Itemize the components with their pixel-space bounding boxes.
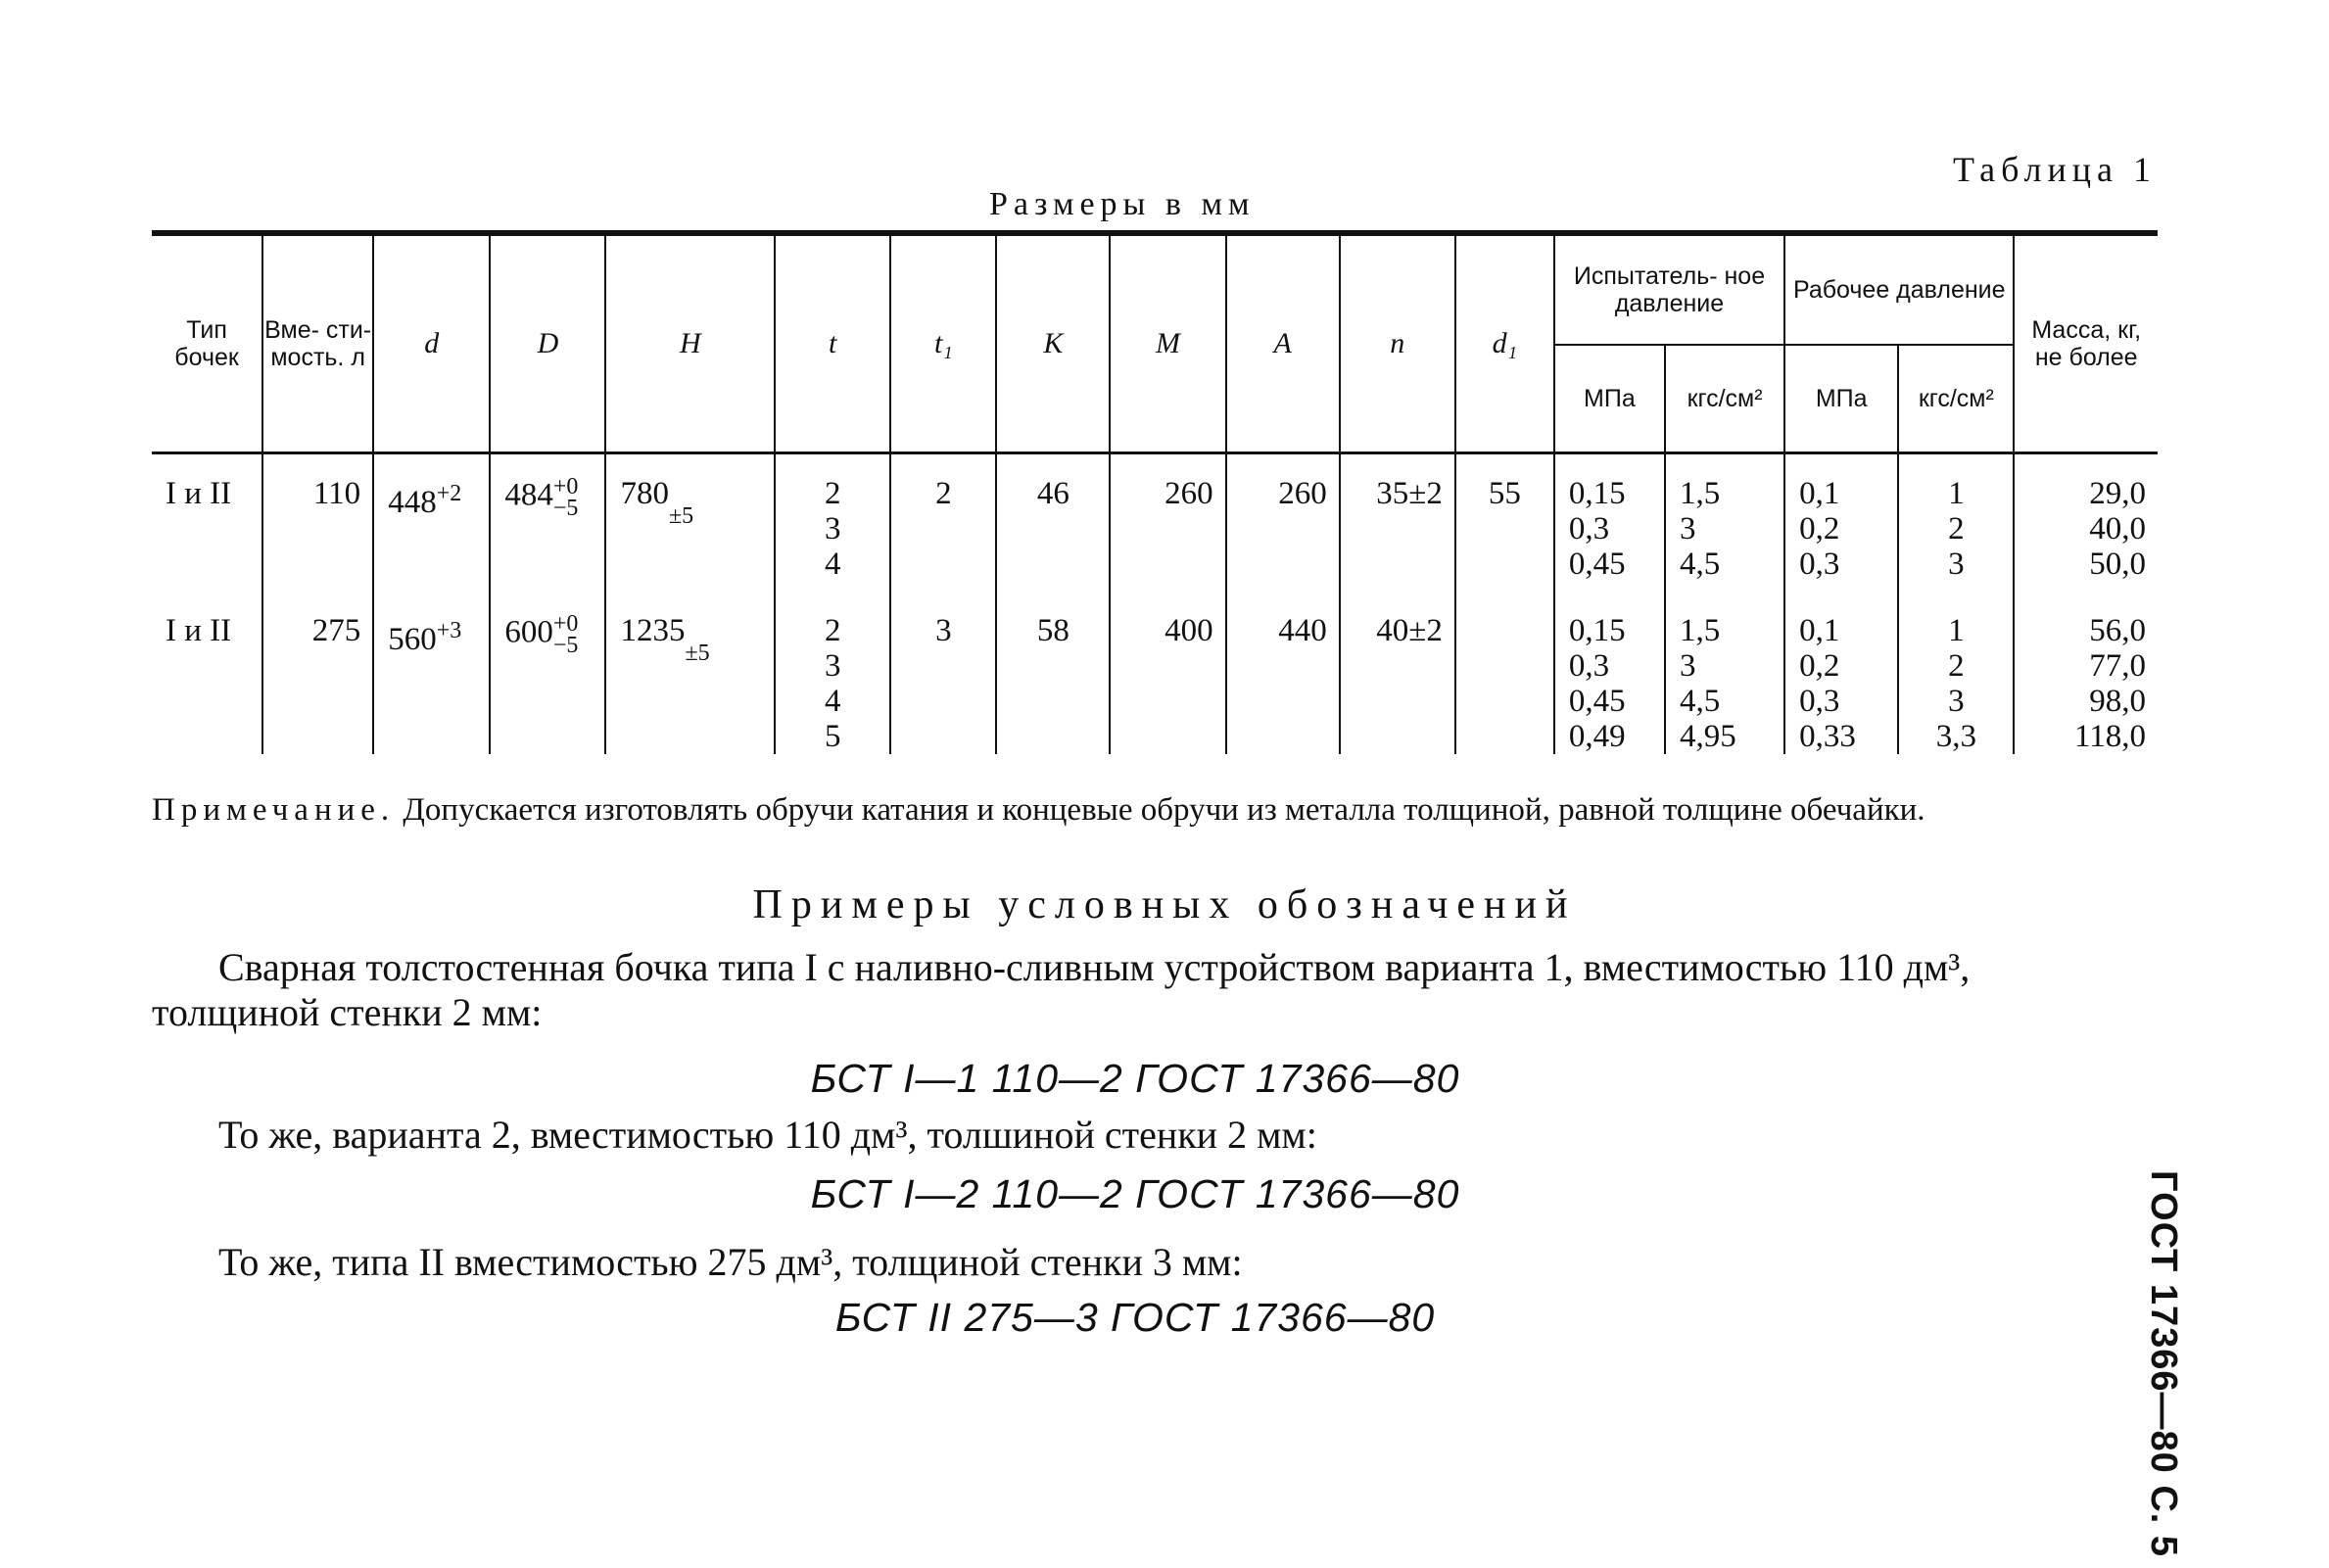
example-text: То же, варианта 2, вместимостью 110 дм³, толшиной стенки 2 мм: — [218, 1113, 1317, 1157]
cell-n: 35±2 — [1340, 453, 1455, 596]
units-caption: Размеры в мм — [989, 186, 1256, 222]
table-note — [152, 793, 2156, 827]
cell-K: 46 — [996, 453, 1110, 596]
cell-type: I и II — [166, 476, 232, 511]
cell-capacity: 275 — [262, 595, 373, 754]
cell-D — [490, 595, 605, 754]
H-base: 1235 — [620, 613, 686, 648]
H-tolerance: ±5 — [685, 640, 710, 666]
header-capacity: Вме- сти- мость. л — [262, 233, 373, 453]
example-formula: БСТ I—1 110—2 ГОСТ 17366—80 — [810, 1056, 1460, 1101]
header-test-mpa: МПа — [1554, 345, 1665, 453]
header-work-kgf: кгс/см² — [1898, 345, 2014, 453]
cell-n: 40±2 — [1340, 595, 1455, 754]
header-type: Тип бочек — [152, 233, 262, 453]
D-tolerance: +0 −5 — [552, 474, 579, 521]
cell-H — [605, 595, 775, 754]
cell-H — [605, 453, 775, 596]
cell-M: 260 — [1110, 453, 1225, 596]
cell-d — [373, 453, 490, 596]
cell-work-mpa: 0,1 0,2 0,3 0,33 — [1784, 595, 1898, 754]
example-text: Сварная толстостенная бочка типа I с наливно-сливным устройством варианта 1, вместимостью 110 дм³, толщиной стенки 2 мм: — [152, 945, 1971, 1034]
cell-A: 440 — [1226, 595, 1340, 754]
header-A: A — [1226, 233, 1340, 453]
header-t1: t₁ — [890, 233, 996, 453]
cell-work-kgf: 1 2 3 3,3 — [1898, 595, 2014, 754]
cell-work-mpa: 0,1 0,2 0,3 — [1784, 453, 1898, 596]
dimensions-table — [152, 230, 2158, 754]
cell-t1: 3 — [890, 595, 996, 754]
D-base: 484 — [504, 477, 553, 513]
d-tolerance: +2 — [436, 481, 462, 506]
note-label: Примечание. — [152, 792, 396, 828]
cell-t: 2 3 4 5 — [775, 595, 890, 754]
note-text: Допускается изготовлять обручи катания и концевые обручи из металла толщиной, равной толщине обечайки. — [395, 792, 1925, 828]
header-mass: Масса, кг, не более — [2014, 233, 2158, 453]
cell-test-mpa: 0,15 0,3 0,45 — [1554, 453, 1665, 596]
header-d1: d₁ — [1455, 233, 1554, 453]
examples-title: Примеры условных обозначений — [752, 882, 1577, 927]
cell-mass: 29,0 40,0 50,0 — [2014, 453, 2158, 596]
table-row — [152, 595, 2158, 754]
cell-D — [490, 453, 605, 596]
cell-test-mpa: 0,15 0,3 0,45 0,49 — [1554, 595, 1665, 754]
header-work-pressure: Рабочее давление — [1784, 233, 2014, 345]
page-side-label: ГОСТ 17366—80 С. 5 — [2143, 1170, 2184, 1558]
cell-test-kgf: 1,5 3 4,5 — [1665, 453, 1784, 596]
cell-mass: 56,0 77,0 98,0 118,0 — [2014, 595, 2158, 754]
cell-test-kgf: 1,5 3 4,5 4,95 — [1665, 595, 1784, 754]
header-H: H — [605, 233, 775, 453]
cell-A: 260 — [1226, 453, 1340, 596]
H-base: 780 — [620, 476, 669, 511]
d-base: 448 — [388, 485, 437, 520]
cell-d — [373, 595, 490, 754]
cell-t: 2 3 4 — [775, 453, 890, 596]
cell-d1 — [1455, 595, 1554, 754]
header-M: M — [1110, 233, 1225, 453]
cell-d1: 55 — [1455, 453, 1554, 596]
cell-M: 400 — [1110, 595, 1225, 754]
cell-work-kgf: 1 2 3 — [1898, 453, 2014, 596]
table-row — [152, 453, 2158, 596]
header-K: K — [996, 233, 1110, 453]
header-test-pressure: Испытатель- ное давление — [1554, 233, 1784, 345]
cell-type: I и II — [166, 613, 232, 648]
d-tolerance: +3 — [436, 618, 462, 643]
header-n: n — [1340, 233, 1455, 453]
header-D: D — [490, 233, 605, 453]
example-text: То же, типа II вместимостью 275 дм³, толщиной стенки 3 мм: — [218, 1240, 1243, 1284]
table-caption: Таблица 1 — [1953, 150, 2157, 189]
example-formula: БСТ I—2 110—2 ГОСТ 17366—80 — [810, 1171, 1460, 1216]
H-tolerance: ±5 — [668, 502, 694, 529]
header-d: d — [373, 233, 490, 453]
D-tolerance: +0 −5 — [552, 611, 579, 658]
cell-t1: 2 — [890, 453, 996, 596]
header-work-mpa: МПа — [1784, 345, 1898, 453]
cell-K: 58 — [996, 595, 1110, 754]
d-base: 560 — [388, 622, 437, 657]
header-t: t — [775, 233, 890, 453]
cell-capacity: 110 — [262, 453, 373, 596]
example-formula: БСТ II 275—3 ГОСТ 17366—80 — [834, 1295, 1436, 1340]
header-test-kgf: кгс/см² — [1665, 345, 1784, 453]
D-base: 600 — [504, 614, 553, 650]
